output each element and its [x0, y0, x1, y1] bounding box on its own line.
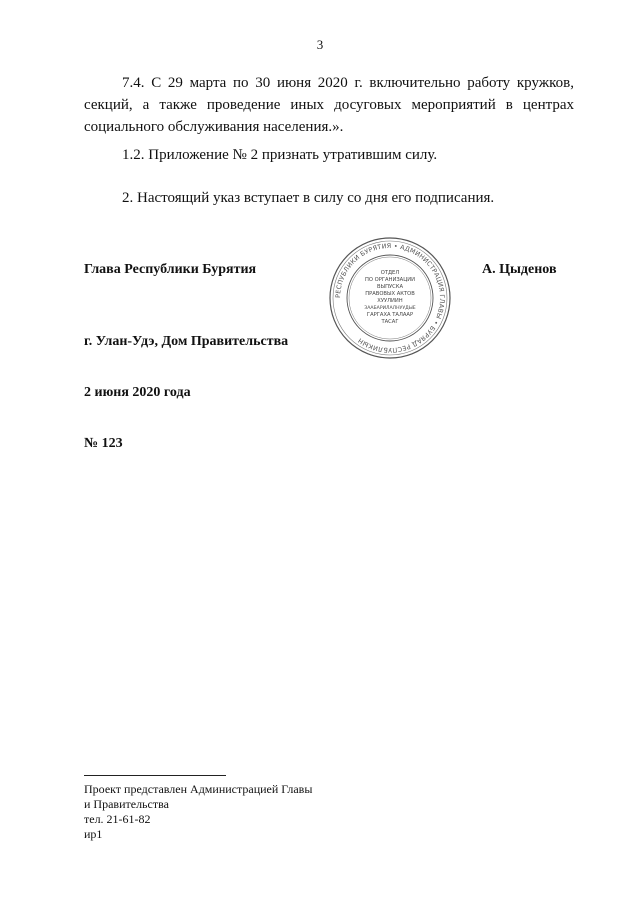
footer-line-3: тел. 21-61-82: [84, 812, 151, 826]
seal-line-6: ЗААБАРИЛАЛНУУДЫЕ: [364, 306, 416, 311]
footer-line-2: и Правительства: [84, 797, 169, 811]
paragraph-7-4: 7.4. С 29 марта по 30 июня 2020 г. включительно работу кружков, секций, а также проведение иных досуговых мероприятий в центрах социального обслуживания населения.».: [84, 75, 574, 135]
seal-line-5: ХУУЛИИН: [377, 298, 403, 304]
document-number: № 123: [84, 436, 123, 451]
place: г. Улан-Удэ, Дом Правительства: [84, 334, 289, 349]
seal-line-3: ВЫПУСКА: [376, 284, 404, 290]
seal-line-8: ТАСАГ: [381, 319, 399, 325]
footer-line-4: ир1: [84, 827, 103, 841]
seal-line-4: ПРАВОВЫХ АКТОВ: [365, 291, 415, 297]
paragraph-1-2: 1.2. Приложение № 2 признать утратившим силу.: [122, 147, 438, 163]
date: 2 июня 2020 года: [84, 385, 191, 400]
footer-divider: [84, 775, 226, 776]
seal-outer-text: РЕСПУБЛИКИ БУРЯТИЯ • АДМИНИСТРАЦИЯ ГЛАВЫ • БУРЯАД РЕСПУБЛИКЫН: [333, 241, 447, 355]
page-number: 3: [316, 37, 324, 52]
footer-line-1: Проект представлен Администрацией Главы: [84, 782, 313, 796]
seal-line-1: ОТДЕЛ: [380, 270, 400, 276]
official-seal-stamp: [328, 236, 452, 360]
seal-line-2: ПО ОРГАНИЗАЦИИ: [364, 277, 416, 283]
signature-position: Глава Республики Бурятия: [84, 262, 257, 277]
paragraph-2: 2. Настоящий указ вступает в силу со дня его подписания.: [122, 190, 495, 206]
footer-note: [84, 782, 312, 842]
signature-name: А. Цыденов: [482, 262, 557, 277]
seal-line-7: ГАРГАХА ТАЛААР: [366, 312, 414, 318]
